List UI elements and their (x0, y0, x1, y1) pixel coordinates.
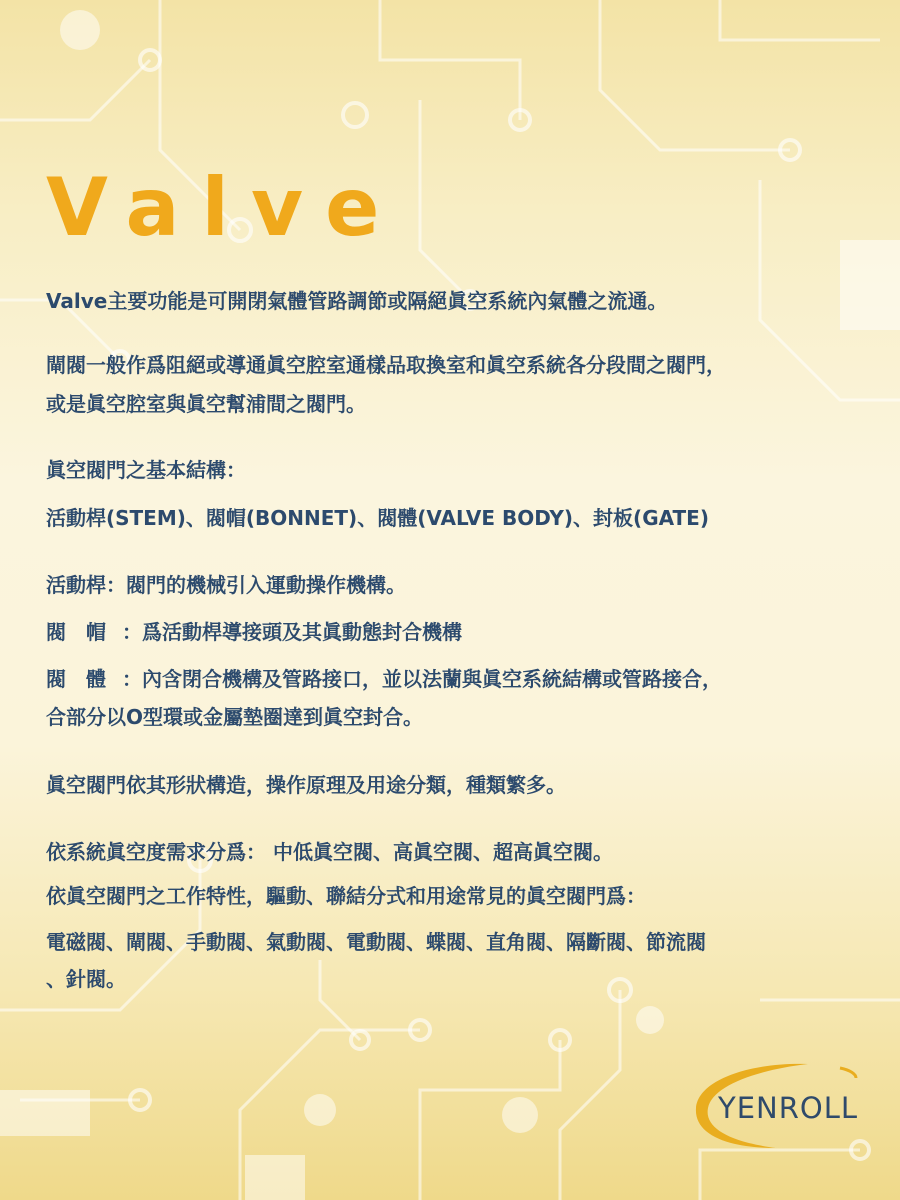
body-label-char-1: 閥 (46, 667, 66, 691)
bonnet-label-char-2: 帽 (86, 620, 106, 644)
valve-types-line-1: 電磁閥、閘閥、手動閥、氣動閥、電動閥、蝶閥、直角閥、隔斷閥、節流閥 (46, 930, 706, 954)
classification-line: 眞空閥門依其形狀構造，操作原理及用途分類，種類繁多。 (46, 773, 566, 797)
structure-list: 活動桿(STEM)、閥帽(BONNET)、閥體(VALVE BODY)、封板(GATE) (46, 506, 709, 530)
vacuum-level-line: 依系統眞空度需求分爲： 中低眞空閥、高眞空閥、超高眞空閥。 (46, 840, 613, 864)
body-definition (46, 669, 722, 689)
stem-definition: 活動桿：閥門的機械引入運動操作機構。 (46, 573, 406, 597)
body-text-line-2: 合部分以O型環或金屬墊圈達到眞空封合。 (46, 705, 424, 729)
valve-types-line-2: 、針閥。 (46, 967, 126, 991)
feature-line: 依眞空閥門之工作特性，驅動、聯結分式和用途常見的眞空閥門爲： (46, 884, 646, 908)
gate-valve-line-1: 閘閥一般作爲阻絕或導通眞空腔室通樣品取換室和眞空系統各分段間之閥門， (46, 353, 726, 377)
bonnet-label-char-1: 閥 (46, 620, 66, 644)
page-title: Valve (46, 161, 402, 254)
bonnet-text: ：爲活動桿導接頭及其眞動態封合機構 (122, 620, 462, 644)
bonnet-label (46, 622, 122, 642)
intro-paragraph: Valve主要功能是可開閉氣體管路調節或隔絕眞空系統內氣體之流通。 (46, 289, 668, 313)
body-label (46, 669, 122, 689)
structure-heading: 眞空閥門之基本結構： (46, 458, 246, 482)
yenroll-logo-text: YENROLL (718, 1091, 859, 1125)
bonnet-definition (46, 622, 462, 642)
body-label-char-2: 體 (86, 667, 106, 691)
body-text-line-1: ：內含閉合機構及管路接口，並以法蘭與眞空系統結構或管路接合， (122, 667, 722, 691)
gate-valve-line-2: 或是眞空腔室與眞空幫浦間之閥門。 (46, 392, 366, 416)
